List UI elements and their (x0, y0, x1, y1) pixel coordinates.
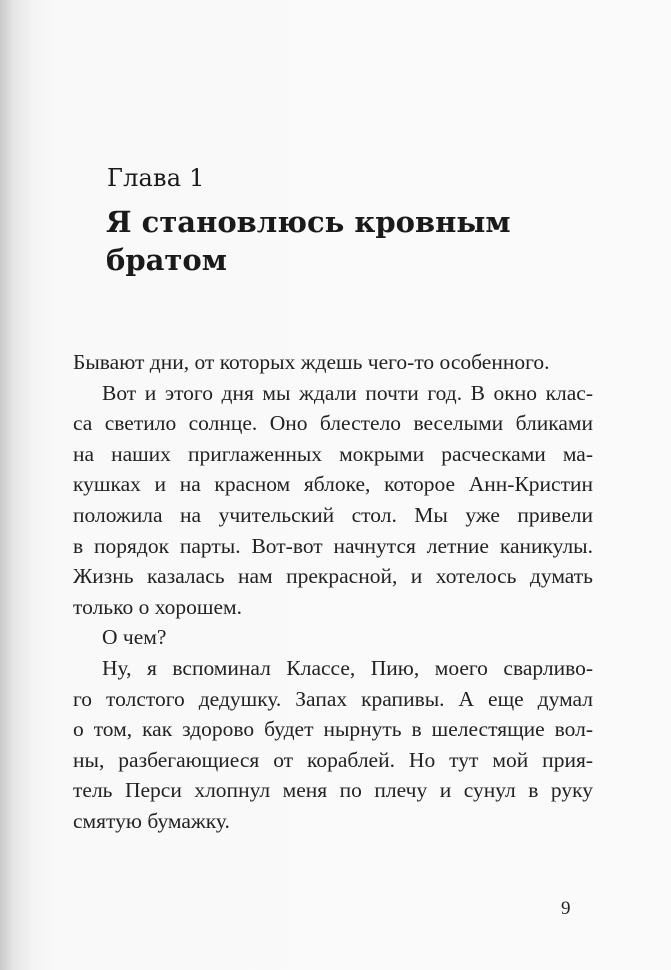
text-line: о том, как здорово будет нырнуть в шелестящие вол- (73, 717, 593, 742)
chapter-body (73, 347, 593, 837)
text-line: го толстого дедушку. Запах крапивы. А еще думал (73, 686, 593, 711)
text-line: кушках и на красном яблоке, которое Анн-Кристин (73, 472, 593, 497)
chapter-number: Глава 1 (107, 164, 205, 192)
text-line: са светило солнце. Оно блестело веселыми бликами (73, 411, 593, 436)
text-line: Бывают дни, от которых ждешь чего-то особенного. (73, 350, 550, 374)
text-line: только о хорошем. (73, 594, 242, 619)
text-line: Ну, я вспоминал Классе, Пию, моего сварливо- (102, 655, 593, 680)
text-line: на наших приглаженных мокрыми расческами ма- (73, 441, 593, 466)
text-line: Жизнь казалась нам прекрасной, и хотелось думать (73, 564, 593, 589)
text-line: в порядок парты. Вот-вот начнутся летние каникулы. (73, 533, 593, 558)
text-line: смятую бумажку. (73, 808, 230, 833)
text-line: Вот и этого дня мы ждали почти год. В окно клас- (102, 380, 593, 405)
text-line: положила на учительский стол. Мы уже привели (73, 502, 593, 527)
page-number: 9 (561, 898, 571, 919)
text-line: О чем? (102, 625, 167, 650)
chapter-title: Я становлюсь кровным братом (106, 205, 511, 277)
text-line: тель Перси хлопнул меня по плечу и сунул в руку (73, 778, 593, 803)
text-line: ны, разбегающиеся от кораблей. Но тут мой прия- (73, 747, 593, 772)
